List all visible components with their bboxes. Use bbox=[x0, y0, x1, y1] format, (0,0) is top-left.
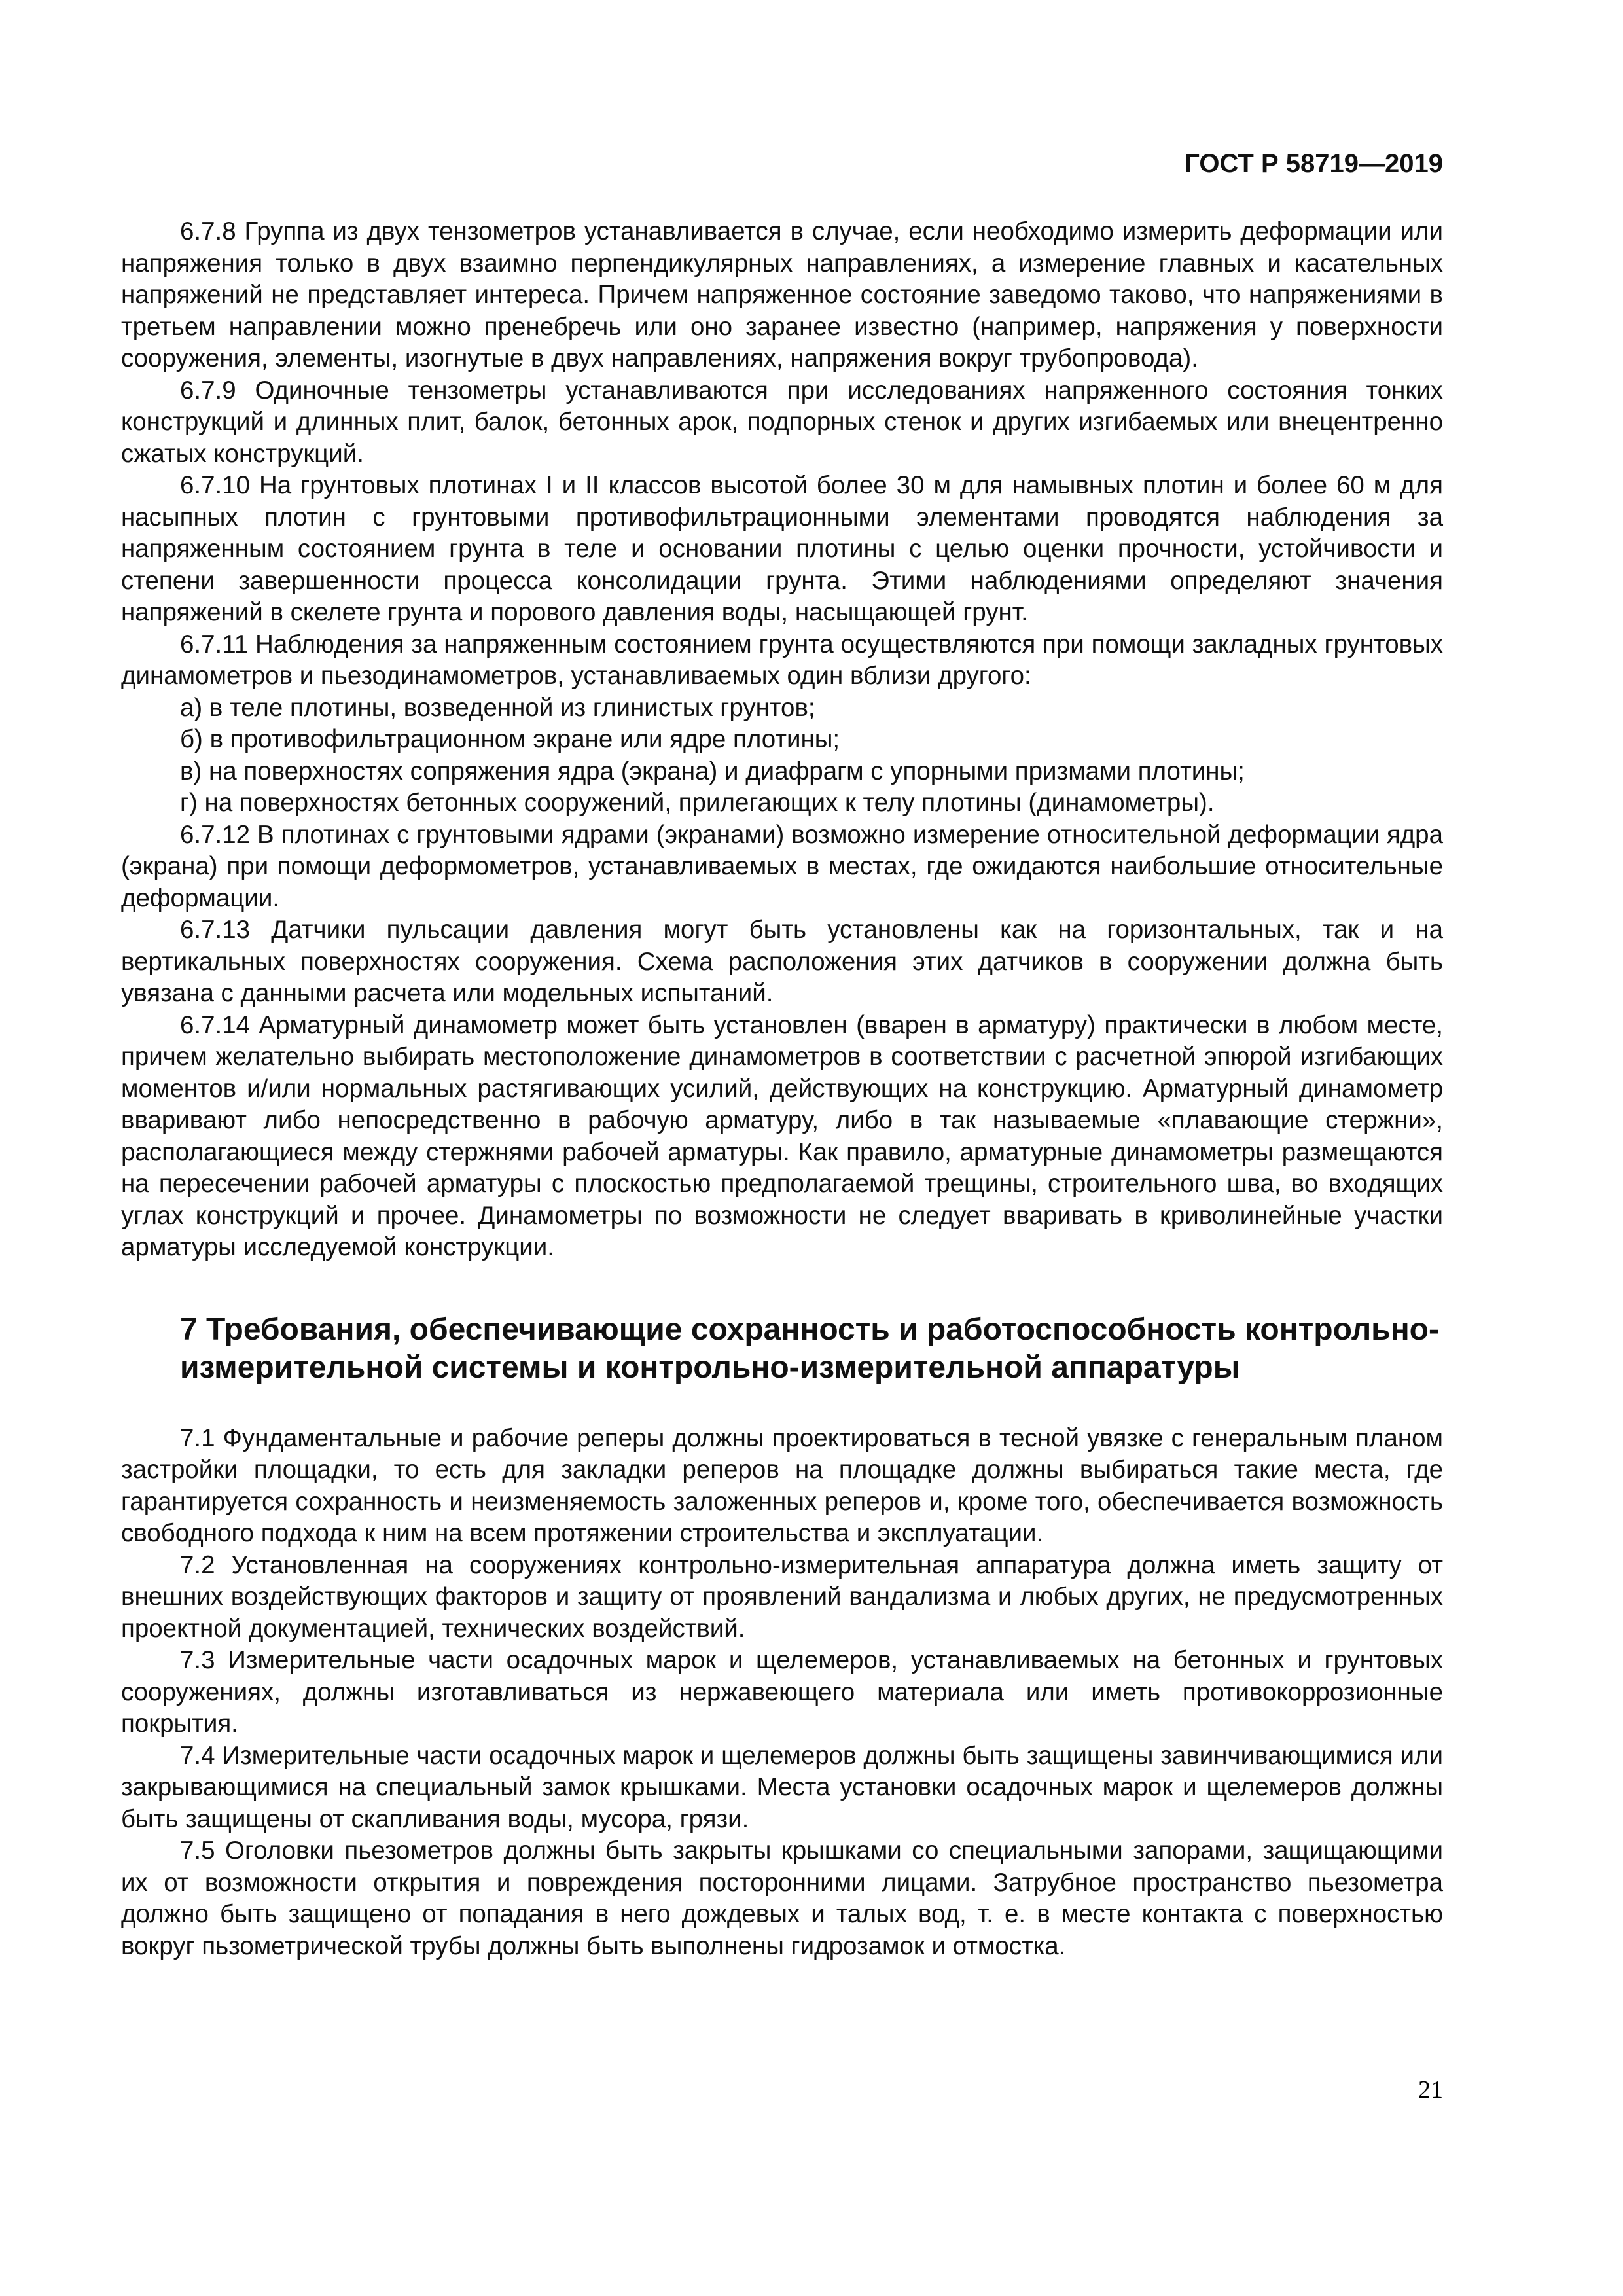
paragraph-6-7-13: 6.7.13 Датчики пульсации давления могут быть установлены как на горизонтальных, так и на вертикальных поверхностях сооружения. Схема расположения этих датчиков в сооружении должна быть увязана с данными расчета или модельных испытаний. bbox=[121, 916, 1443, 1007]
paragraph-6-7-10: 6.7.10 На грунтовых плотинах I и II классов высотой более 30 м для намывных плотин и более 60 м для насыпных плотин с грунтовыми противофильтрационными элементами проводятся наблюдения за напряженным состоянием грунта в теле и основании плотины с целью оценки прочности, устойчивости и степени завершенности процесса консолидации грунта. Этими наблюдениями определяют значения напряжений в скелете грунта и порового давления воды, насыщающей грунт. bbox=[121, 471, 1443, 626]
list-item-a: а) в теле плотины, возведенной из глинистых грунтов; bbox=[180, 693, 815, 722]
paragraph-6-7-9: 6.7.9 Одиночные тензометры устанавливаются при исследованиях напряженного состояния тонких конструкций и длинных плит, балок, бетонных арок, подпорных стенок и других изгибаемых или внецентренно сжатых конструкций. bbox=[121, 376, 1443, 468]
document-code-header: ГОСТ Р 58719—2019 bbox=[1185, 149, 1443, 178]
section-7-heading: 7 Требования, обеспечивающие сохранность и работоспособность контрольно-измерительной системы и контрольно-измерительной аппаратуры bbox=[180, 1312, 1439, 1385]
paragraph-7-5: 7.5 Оголовки пьезометров должны быть закрыты крышками со специальными запорами, защищающими их от возможности открытия и повреждения посторонними лицами. Затрубное пространство пьезометра должно быть защищено от попадания в него дождевых и талых вод, т. е. в месте контакта с поверхностью вокруг пьзометрической трубы должны быть выполнены гидрозамок и отмостка. bbox=[121, 1837, 1443, 1960]
paragraph-7-4: 7.4 Измерительные части осадочных марок и щелемеров должны быть защищены завинчивающимися или закрывающимися на специальный замок крышками. Места установки осадочных марок и щелемеров должны быть защищены от скапливания воды, мусора, грязи. bbox=[121, 1741, 1443, 1833]
list-item-v: в) на поверхностях сопряжения ядра (экрана) и диафрагм с упорными призмами плотины; bbox=[180, 757, 1245, 785]
paragraph-6-7-11: 6.7.11 Наблюдения за напряженным состоянием грунта осуществляются при помощи закладных грунтовых динамометров и пьезодинамометров, устанавливаемых один вблизи другого: bbox=[121, 630, 1443, 690]
list-item-g: г) на поверхностях бетонных сооружений, прилегающих к телу плотины (динамометры). bbox=[180, 789, 1215, 817]
paragraph-7-1: 7.1 Фундаментальные и рабочие реперы должны проектироваться в тесной увязке с генеральным планом застройки площадки, то есть для закладки реперов на площадке должны выбираться такие места, где гарантируется сохранность и неизменяемость заложенных реперов и, кроме того, обеспечивается возможность свободного подхода к ним на всем протяжении строительства и эксплуатации. bbox=[121, 1424, 1443, 1547]
paragraph-6-7-14: 6.7.14 Арматурный динамометр может быть установлен (вварен в арматуру) практически в любом месте, причем желательно выбирать местоположение динамометров в соответствии с расчетной эпюрой изгибающих моментов и/или нормальных растягивающих усилий, действующих на конструкцию. Арматурный динамометр вваривают либо непосредственно в рабочую арматуру, либо в так называемые «плавающие стержни», располагающиеся между стержнями рабочей арматуры. Как правило, арматурные динамометры размещаются на пересечении рабочей арматуры с плоскостью предполагаемой трещины, строительного шва, во входящих углах конструкций и прочее. Динамометры по возможности не следует вваривать в криволинейные участки арматуры исследуемой конструкции. bbox=[121, 1011, 1443, 1261]
list-item-b: б) в противофильтрационном экране или ядре плотины; bbox=[180, 725, 840, 753]
paragraph-7-2: 7.2 Установленная на сооружениях контрольно-измерительная аппаратура должна иметь защиту от внешних воздействующих факторов и защиту от проявлений вандализма и любых других, не предусмотренных проектной документацией, технических воздействий. bbox=[121, 1551, 1443, 1643]
paragraph-6-7-8: 6.7.8 Группа из двух тензометров устанавливается в случае, если необходимо измерить деформации или напряжения только в двух взаимно перпендикулярных направлениях, а измерение главных и касательных напряжений не представляет интереса. Причем напряженное состояние заведомо таково, что напряжениями в третьем направлении можно пренебречь или оно заранее известно (например, напряжения у поверхности сооружения, элементы, изогнутые в двух направлениях, напряжения вокруг трубопровода). bbox=[121, 217, 1443, 372]
paragraph-6-7-12: 6.7.12 В плотинах с грунтовыми ядрами (экранами) возможно измерение относительной деформации ядра (экрана) при помощи деформометров, устанавливаемых в местах, где ожидаются наибольшие относительные деформации. bbox=[121, 820, 1443, 912]
page-number: 21 bbox=[1418, 2076, 1443, 2104]
paragraph-7-3: 7.3 Измерительные части осадочных марок и щелемеров, устанавливаемых на бетонных и грунтовых сооружениях, должны изготавливаться из нержавеющего материала или иметь противокоррозионные покрытия. bbox=[121, 1646, 1443, 1738]
